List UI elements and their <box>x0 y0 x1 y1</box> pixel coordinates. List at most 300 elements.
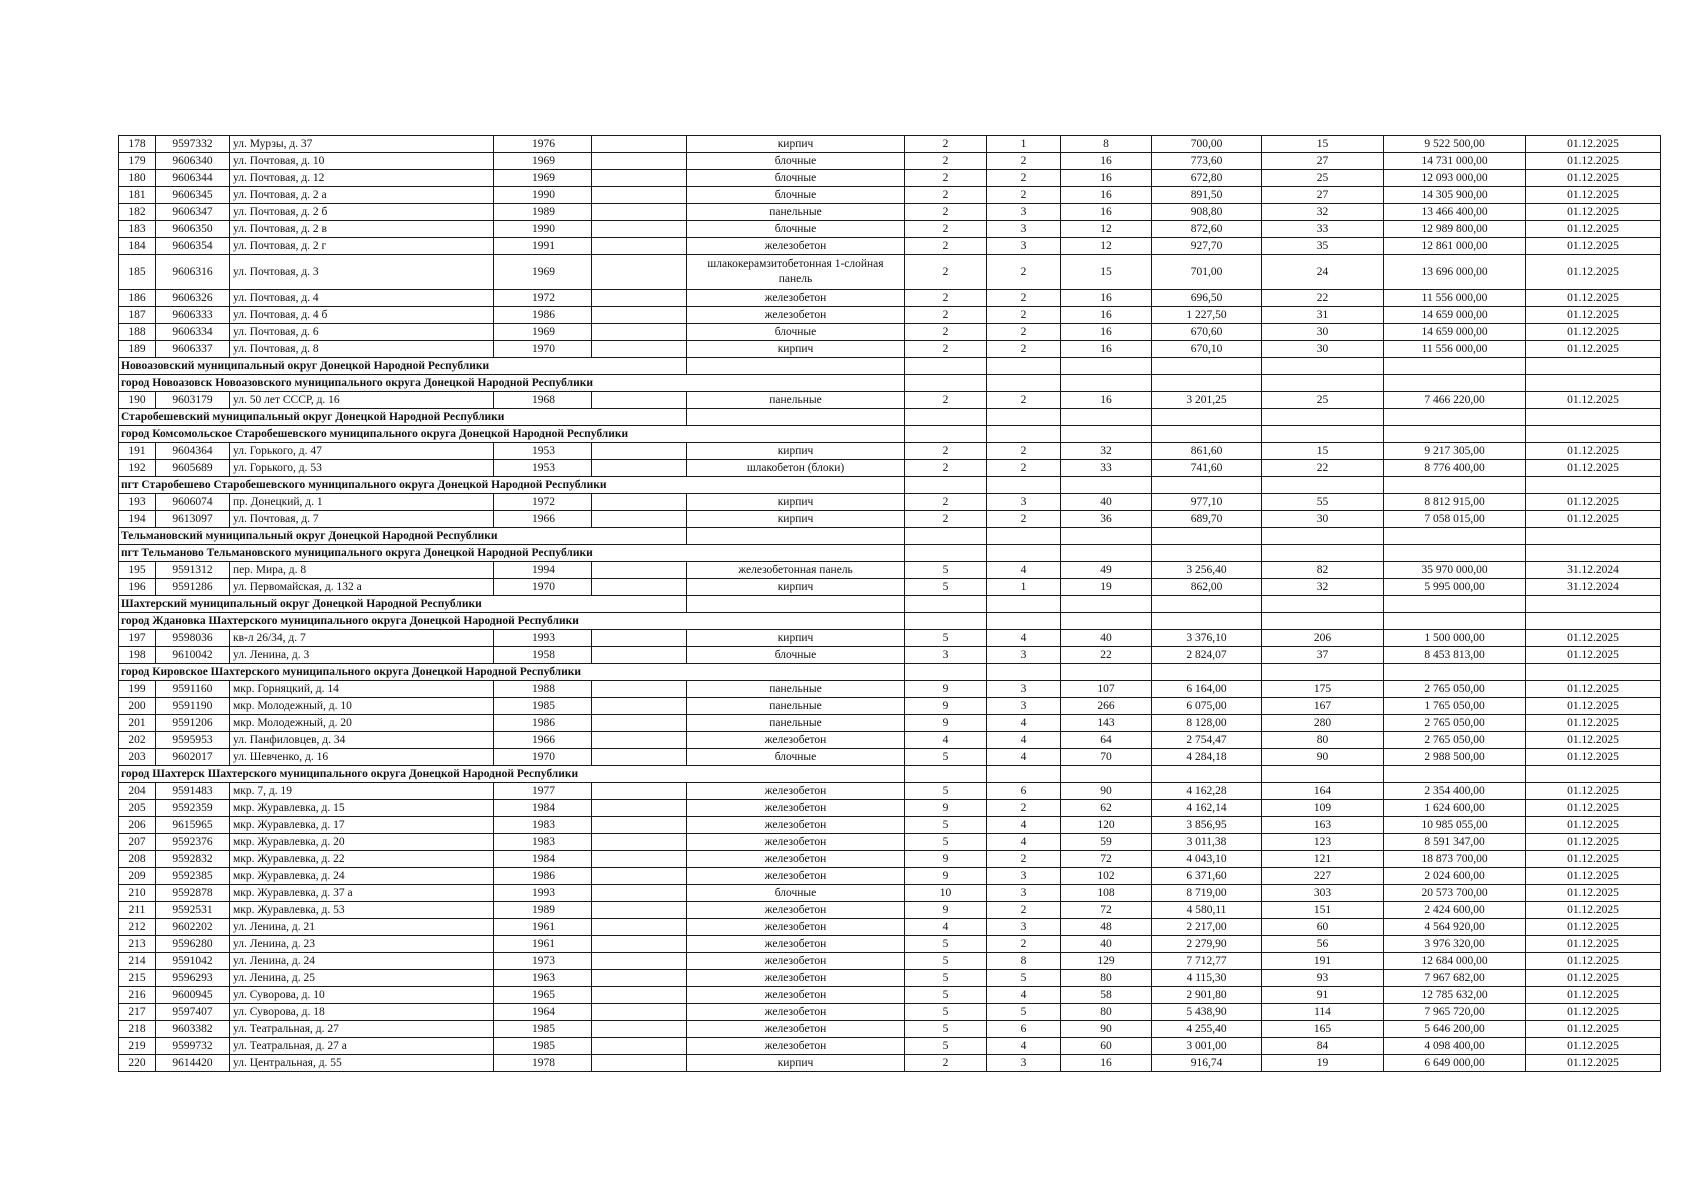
area: 670,10 <box>1152 341 1262 358</box>
house-id: 9605689 <box>156 460 230 477</box>
empty-cell <box>905 528 987 545</box>
section-row <box>119 596 1661 613</box>
build-year: 1961 <box>494 919 592 936</box>
floors: 2 <box>905 392 987 409</box>
empty-cell <box>592 681 687 698</box>
wall-material: железобетон <box>687 987 905 1004</box>
row-number: 212 <box>119 919 156 936</box>
table-row <box>119 221 1661 238</box>
cost: 18 873 700,00 <box>1384 851 1526 868</box>
empty-cell <box>1152 596 1262 613</box>
apartments: 107 <box>1061 681 1152 698</box>
wall-material: блочные <box>687 647 905 664</box>
section-title: Тельмановский муниципальный округ Донецкой Народной Республики <box>119 528 687 545</box>
empty-cell <box>592 953 687 970</box>
empty-cell <box>592 562 687 579</box>
empty-cell <box>1262 409 1384 426</box>
entrances: 2 <box>987 800 1061 817</box>
deadline: 01.12.2025 <box>1526 868 1661 885</box>
area: 861,60 <box>1152 443 1262 460</box>
address: ул. Панфиловцев, д. 34 <box>230 732 494 749</box>
house-id: 9606340 <box>156 153 230 170</box>
cost: 11 556 000,00 <box>1384 341 1526 358</box>
wall-material: кирпич <box>687 136 905 153</box>
house-id: 9592385 <box>156 868 230 885</box>
residents: 25 <box>1262 170 1384 187</box>
apartments: 90 <box>1061 1021 1152 1038</box>
entrances: 2 <box>987 341 1061 358</box>
apartments: 266 <box>1061 698 1152 715</box>
floors: 9 <box>905 868 987 885</box>
residents: 35 <box>1262 238 1384 255</box>
build-year: 1985 <box>494 1038 592 1055</box>
apartments: 49 <box>1061 562 1152 579</box>
empty-cell <box>1061 477 1152 494</box>
entrances: 2 <box>987 187 1061 204</box>
build-year: 1986 <box>494 307 592 324</box>
empty-cell <box>1152 766 1262 783</box>
apartments: 36 <box>1061 511 1152 528</box>
apartments: 70 <box>1061 749 1152 766</box>
area: 5 438,90 <box>1152 1004 1262 1021</box>
empty-cell <box>1262 596 1384 613</box>
apartments: 16 <box>1061 324 1152 341</box>
area: 872,60 <box>1152 221 1262 238</box>
residents: 151 <box>1262 902 1384 919</box>
empty-cell <box>1152 477 1262 494</box>
address: ул. Первомайская, д. 132 а <box>230 579 494 596</box>
house-id: 9592531 <box>156 902 230 919</box>
empty-cell <box>592 715 687 732</box>
wall-material: кирпич <box>687 494 905 511</box>
entrances: 8 <box>987 953 1061 970</box>
floors: 5 <box>905 562 987 579</box>
address: ул. Почтовая, д. 2 б <box>230 204 494 221</box>
apartments: 12 <box>1061 221 1152 238</box>
apartments: 16 <box>1061 187 1152 204</box>
cost: 12 861 000,00 <box>1384 238 1526 255</box>
build-year: 1993 <box>494 885 592 902</box>
empty-cell <box>987 613 1061 630</box>
residents: 280 <box>1262 715 1384 732</box>
house-id: 9591042 <box>156 953 230 970</box>
build-year: 1977 <box>494 783 592 800</box>
table-row <box>119 1004 1661 1021</box>
cost: 9 217 305,00 <box>1384 443 1526 460</box>
build-year: 1969 <box>494 255 592 290</box>
floors: 5 <box>905 970 987 987</box>
residents: 15 <box>1262 443 1384 460</box>
empty-cell <box>1262 664 1384 681</box>
deadline: 01.12.2025 <box>1526 255 1661 290</box>
table-row <box>119 698 1661 715</box>
build-year: 1986 <box>494 868 592 885</box>
table-body <box>119 136 1661 1072</box>
build-year: 1969 <box>494 170 592 187</box>
address: ул. Почтовая, д. 2 а <box>230 187 494 204</box>
empty-cell <box>987 766 1061 783</box>
apartments: 8 <box>1061 136 1152 153</box>
build-year: 1984 <box>494 800 592 817</box>
house-id: 9603179 <box>156 392 230 409</box>
empty-cell <box>592 749 687 766</box>
address: пр. Донецкий, д. 1 <box>230 494 494 511</box>
build-year: 1965 <box>494 987 592 1004</box>
address: ул. Театральная, д. 27 а <box>230 1038 494 1055</box>
floors: 5 <box>905 630 987 647</box>
address: ул. 50 лет СССР, д. 16 <box>230 392 494 409</box>
wall-material: железобетон <box>687 783 905 800</box>
build-year: 1993 <box>494 630 592 647</box>
residents: 165 <box>1262 1021 1384 1038</box>
wall-material: блочные <box>687 885 905 902</box>
address: ул. Почтовая, д. 10 <box>230 153 494 170</box>
cost: 12 684 000,00 <box>1384 953 1526 970</box>
house-id: 9592832 <box>156 851 230 868</box>
house-id: 9610042 <box>156 647 230 664</box>
deadline: 01.12.2025 <box>1526 851 1661 868</box>
section-title: Шахтерский муниципальный округ Донецкой Народной Республики <box>119 596 687 613</box>
row-number: 207 <box>119 834 156 851</box>
area: 3 256,40 <box>1152 562 1262 579</box>
address: ул. Суворова, д. 18 <box>230 1004 494 1021</box>
area: 6 371,60 <box>1152 868 1262 885</box>
row-number: 196 <box>119 579 156 596</box>
empty-cell <box>592 800 687 817</box>
address: кв-л 26/34, д. 7 <box>230 630 494 647</box>
deadline: 01.12.2025 <box>1526 324 1661 341</box>
row-number: 216 <box>119 987 156 1004</box>
area: 2 279,90 <box>1152 936 1262 953</box>
empty-cell <box>1262 766 1384 783</box>
floors: 2 <box>905 255 987 290</box>
apartments: 62 <box>1061 800 1152 817</box>
section-row <box>119 477 1661 494</box>
empty-cell <box>592 341 687 358</box>
cost: 1 765 050,00 <box>1384 698 1526 715</box>
row-number: 208 <box>119 851 156 868</box>
residents: 37 <box>1262 647 1384 664</box>
wall-material: железобетон <box>687 953 905 970</box>
deadline: 01.12.2025 <box>1526 919 1661 936</box>
apartments: 48 <box>1061 919 1152 936</box>
address: ул. Почтовая, д. 3 <box>230 255 494 290</box>
house-id: 9606354 <box>156 238 230 255</box>
row-number: 186 <box>119 290 156 307</box>
residents: 32 <box>1262 204 1384 221</box>
area: 696,50 <box>1152 290 1262 307</box>
row-number: 189 <box>119 341 156 358</box>
address: ул. Ленина, д. 23 <box>230 936 494 953</box>
table-row <box>119 902 1661 919</box>
apartments: 59 <box>1061 834 1152 851</box>
empty-cell <box>987 358 1061 375</box>
cost: 5 646 200,00 <box>1384 1021 1526 1038</box>
empty-cell <box>592 307 687 324</box>
empty-cell <box>592 324 687 341</box>
table-row <box>119 204 1661 221</box>
entrances: 2 <box>987 851 1061 868</box>
entrances: 4 <box>987 834 1061 851</box>
floors: 9 <box>905 902 987 919</box>
table-row <box>119 834 1661 851</box>
area: 927,70 <box>1152 238 1262 255</box>
table-row <box>119 392 1661 409</box>
deadline: 01.12.2025 <box>1526 136 1661 153</box>
cost: 8 591 347,00 <box>1384 834 1526 851</box>
area: 2 217,00 <box>1152 919 1262 936</box>
row-number: 187 <box>119 307 156 324</box>
apartments: 120 <box>1061 817 1152 834</box>
entrances: 3 <box>987 221 1061 238</box>
deadline: 01.12.2025 <box>1526 630 1661 647</box>
empty-cell <box>1152 358 1262 375</box>
table-row <box>119 187 1661 204</box>
area: 4 162,14 <box>1152 800 1262 817</box>
floors: 9 <box>905 851 987 868</box>
address: ул. Почтовая, д. 6 <box>230 324 494 341</box>
empty-cell <box>592 1004 687 1021</box>
cost: 12 989 800,00 <box>1384 221 1526 238</box>
deadline: 01.12.2025 <box>1526 647 1661 664</box>
row-number: 210 <box>119 885 156 902</box>
empty-cell <box>905 664 987 681</box>
section-row <box>119 409 1661 426</box>
table-row <box>119 919 1661 936</box>
wall-material: железобетон <box>687 238 905 255</box>
apartments: 16 <box>1061 1055 1152 1072</box>
row-number: 179 <box>119 153 156 170</box>
cost: 7 965 720,00 <box>1384 1004 1526 1021</box>
apartments: 80 <box>1061 970 1152 987</box>
empty-cell <box>1526 409 1661 426</box>
empty-cell <box>592 460 687 477</box>
table-row <box>119 494 1661 511</box>
build-year: 1990 <box>494 187 592 204</box>
empty-cell <box>1384 766 1526 783</box>
residents: 56 <box>1262 936 1384 953</box>
empty-cell <box>1061 409 1152 426</box>
build-year: 1970 <box>494 341 592 358</box>
deadline: 01.12.2025 <box>1526 392 1661 409</box>
residents: 30 <box>1262 341 1384 358</box>
empty-cell <box>592 936 687 953</box>
empty-cell <box>1526 664 1661 681</box>
apartments: 58 <box>1061 987 1152 1004</box>
build-year: 1964 <box>494 1004 592 1021</box>
empty-cell <box>987 528 1061 545</box>
house-id: 9606344 <box>156 170 230 187</box>
address: ул. Ленина, д. 21 <box>230 919 494 936</box>
empty-cell <box>592 1038 687 1055</box>
apartments: 60 <box>1061 1038 1152 1055</box>
wall-material: железобетон <box>687 290 905 307</box>
residents: 175 <box>1262 681 1384 698</box>
build-year: 1985 <box>494 698 592 715</box>
area: 4 115,30 <box>1152 970 1262 987</box>
table-row <box>119 460 1661 477</box>
deadline: 01.12.2025 <box>1526 987 1661 1004</box>
row-number: 204 <box>119 783 156 800</box>
cost: 2 354 400,00 <box>1384 783 1526 800</box>
empty-cell <box>592 885 687 902</box>
entrances: 3 <box>987 681 1061 698</box>
section-row <box>119 545 1661 562</box>
house-id: 9606334 <box>156 324 230 341</box>
apartments: 16 <box>1061 341 1152 358</box>
empty-cell <box>592 919 687 936</box>
apartments: 19 <box>1061 579 1152 596</box>
address: ул. Почтовая, д. 4 б <box>230 307 494 324</box>
house-id: 9591483 <box>156 783 230 800</box>
empty-cell <box>1262 477 1384 494</box>
empty-cell <box>592 443 687 460</box>
address: ул. Мурзы, д. 37 <box>230 136 494 153</box>
wall-material: железобетон <box>687 1021 905 1038</box>
address: мкр. Молодежный, д. 10 <box>230 698 494 715</box>
residents: 164 <box>1262 783 1384 800</box>
entrances: 2 <box>987 511 1061 528</box>
wall-material: кирпич <box>687 630 905 647</box>
house-id: 9596280 <box>156 936 230 953</box>
build-year: 1991 <box>494 238 592 255</box>
empty-cell <box>687 528 905 545</box>
deadline: 01.12.2025 <box>1526 800 1661 817</box>
apartments: 12 <box>1061 238 1152 255</box>
section-row <box>119 426 1661 443</box>
house-id: 9592878 <box>156 885 230 902</box>
table-row <box>119 732 1661 749</box>
empty-cell <box>592 647 687 664</box>
row-number: 213 <box>119 936 156 953</box>
residents: 84 <box>1262 1038 1384 1055</box>
area: 3 376,10 <box>1152 630 1262 647</box>
build-year: 1972 <box>494 290 592 307</box>
wall-material: железобетон <box>687 1004 905 1021</box>
entrances: 4 <box>987 1038 1061 1055</box>
table-row <box>119 715 1661 732</box>
house-id: 9591160 <box>156 681 230 698</box>
residents: 27 <box>1262 187 1384 204</box>
empty-cell <box>592 698 687 715</box>
empty-cell <box>1061 545 1152 562</box>
deadline: 01.12.2025 <box>1526 170 1661 187</box>
house-id: 9598036 <box>156 630 230 647</box>
empty-cell <box>592 970 687 987</box>
cost: 2 765 050,00 <box>1384 715 1526 732</box>
residents: 24 <box>1262 255 1384 290</box>
wall-material: железобетон <box>687 936 905 953</box>
empty-cell <box>592 630 687 647</box>
build-year: 1989 <box>494 204 592 221</box>
floors: 2 <box>905 494 987 511</box>
residents: 191 <box>1262 953 1384 970</box>
floors: 5 <box>905 1038 987 1055</box>
empty-cell <box>592 732 687 749</box>
row-number: 181 <box>119 187 156 204</box>
wall-material: панельные <box>687 681 905 698</box>
wall-material: железобетон <box>687 800 905 817</box>
table-row <box>119 324 1661 341</box>
cost: 2 765 050,00 <box>1384 732 1526 749</box>
empty-cell <box>1061 375 1152 392</box>
area: 3 011,38 <box>1152 834 1262 851</box>
apartments: 16 <box>1061 290 1152 307</box>
wall-material: блочные <box>687 221 905 238</box>
entrances: 3 <box>987 698 1061 715</box>
house-id: 9591312 <box>156 562 230 579</box>
floors: 2 <box>905 307 987 324</box>
deadline: 01.12.2025 <box>1526 1021 1661 1038</box>
house-id: 9600945 <box>156 987 230 1004</box>
residents: 30 <box>1262 511 1384 528</box>
empty-cell <box>1061 358 1152 375</box>
section-title: пгт Старобешево Старобешевского муниципального округа Донецкой Народной Республики <box>119 477 905 494</box>
deadline: 01.12.2025 <box>1526 732 1661 749</box>
empty-cell <box>592 851 687 868</box>
build-year: 1984 <box>494 851 592 868</box>
floors: 9 <box>905 681 987 698</box>
table-row <box>119 443 1661 460</box>
entrances: 3 <box>987 647 1061 664</box>
empty-cell <box>1061 426 1152 443</box>
empty-cell <box>1061 613 1152 630</box>
build-year: 1969 <box>494 324 592 341</box>
empty-cell <box>1526 477 1661 494</box>
wall-material: железобетон <box>687 307 905 324</box>
floors: 9 <box>905 715 987 732</box>
wall-material: кирпич <box>687 443 905 460</box>
wall-material: блочные <box>687 749 905 766</box>
area: 2 824,07 <box>1152 647 1262 664</box>
entrances: 3 <box>987 204 1061 221</box>
empty-cell <box>905 596 987 613</box>
empty-cell <box>1262 528 1384 545</box>
row-number: 206 <box>119 817 156 834</box>
deadline: 01.12.2025 <box>1526 936 1661 953</box>
row-number: 219 <box>119 1038 156 1055</box>
apartments: 16 <box>1061 392 1152 409</box>
address: мкр. Молодежный, д. 20 <box>230 715 494 732</box>
table-row <box>119 341 1661 358</box>
wall-material: панельные <box>687 392 905 409</box>
housing-register-table <box>118 135 1661 1072</box>
wall-material: железобетон <box>687 868 905 885</box>
empty-cell <box>592 987 687 1004</box>
wall-material: железобетон <box>687 817 905 834</box>
empty-cell <box>1262 613 1384 630</box>
entrances: 1 <box>987 136 1061 153</box>
wall-material: железобетон <box>687 851 905 868</box>
apartments: 143 <box>1061 715 1152 732</box>
cost: 2 988 500,00 <box>1384 749 1526 766</box>
apartments: 40 <box>1061 936 1152 953</box>
row-number: 198 <box>119 647 156 664</box>
table-row <box>119 170 1661 187</box>
cost: 3 976 320,00 <box>1384 936 1526 953</box>
entrances: 2 <box>987 902 1061 919</box>
floors: 2 <box>905 153 987 170</box>
entrances: 2 <box>987 392 1061 409</box>
empty-cell <box>592 1055 687 1072</box>
residents: 90 <box>1262 749 1384 766</box>
table-row <box>119 630 1661 647</box>
residents: 55 <box>1262 494 1384 511</box>
entrances: 2 <box>987 324 1061 341</box>
floors: 5 <box>905 987 987 1004</box>
area: 6 075,00 <box>1152 698 1262 715</box>
build-year: 1961 <box>494 936 592 953</box>
